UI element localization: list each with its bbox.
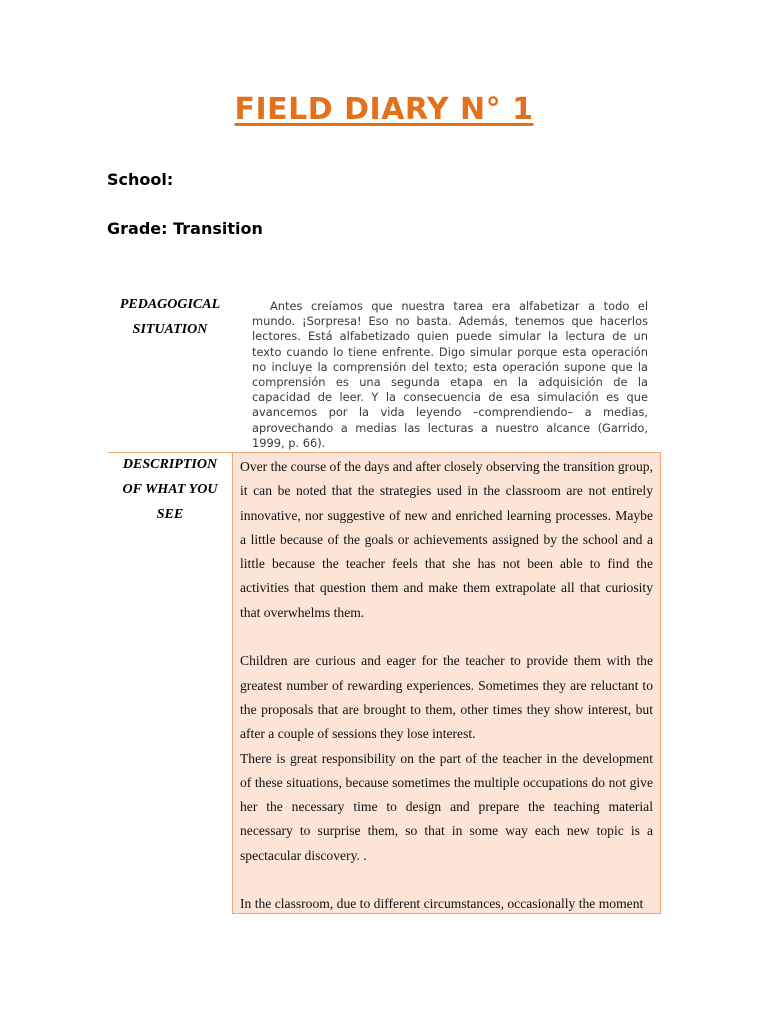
description-paragraph-2: Children are curious and eager for the teacher to provide them with the greatest number of rewarding experiences. Sometimes they are reluctant to the proposals that are brought to them, other times they show interest, but after a couple of sessions they lose interest. — [240, 653, 653, 742]
pedagogical-label-line-2: SITUATION — [132, 322, 208, 337]
description-label-line-1: DESCRIPTION — [122, 457, 218, 472]
grade-field: Grade: Transition — [107, 219, 263, 238]
description-paragraph-1: Over the course of the days and after closely observing the transition group, it can be noted that the strategies used in the classroom are not entirely innovative, nor suggestive of new and enriched learning processes. Maybe a little because of the goals or achievements assigned by the school and a little because the teacher feels that she has not been able to find the activities that question them and make them extrapolate all that curiosity that overwhelms them. — [240, 459, 653, 620]
pedagogical-quote — [252, 299, 648, 451]
pedagogical-quote-text: Antes creíamos que nuestra tarea era alfabetizar a todo el mundo. ¡Sorpresa! Eso no basta. Además, tenemos que hacerlos lectores. Está alfabetizado quien puede simular la lectura de un texto cuando lo tiene enfrente. Digo simular porque esta operación no incluye la comprensión del texto; esta operación supone que la comprensión es una segunda etapa en la adquisición de la capacidad de leer. Y la consecuencia de esa simulación es que avancemos por la vida leyendo –comprendiendo– a medias, aprovechando a medias las lecturas a nuestro alcance (Garrido, 1999, p. 66). — [252, 299, 648, 450]
school-field: School: — [107, 170, 174, 189]
pedagogical-label-line-1: PEDAGOGICAL — [119, 297, 221, 312]
description-paragraph-4: In the classroom, due to different circumstances, occasionally the moment — [240, 896, 644, 912]
document-title: FIELD DIARY N° 1 — [234, 92, 534, 127]
description-paragraph-3: There is great responsibility on the part of the teacher in the development of these situations, because sometimes the multiple occupations do not give her the necessary time to design and prepare the teaching material necessary to surprise them, so that in some way each new topic is a spectacular discovery. . — [240, 750, 653, 863]
description-label — [108, 452, 232, 527]
pedagogical-situation-label — [108, 292, 232, 342]
description-label-line-3: SEE — [156, 507, 184, 522]
description-cell — [232, 452, 661, 914]
description-label-line-2: OF WHAT YOU — [122, 482, 218, 497]
